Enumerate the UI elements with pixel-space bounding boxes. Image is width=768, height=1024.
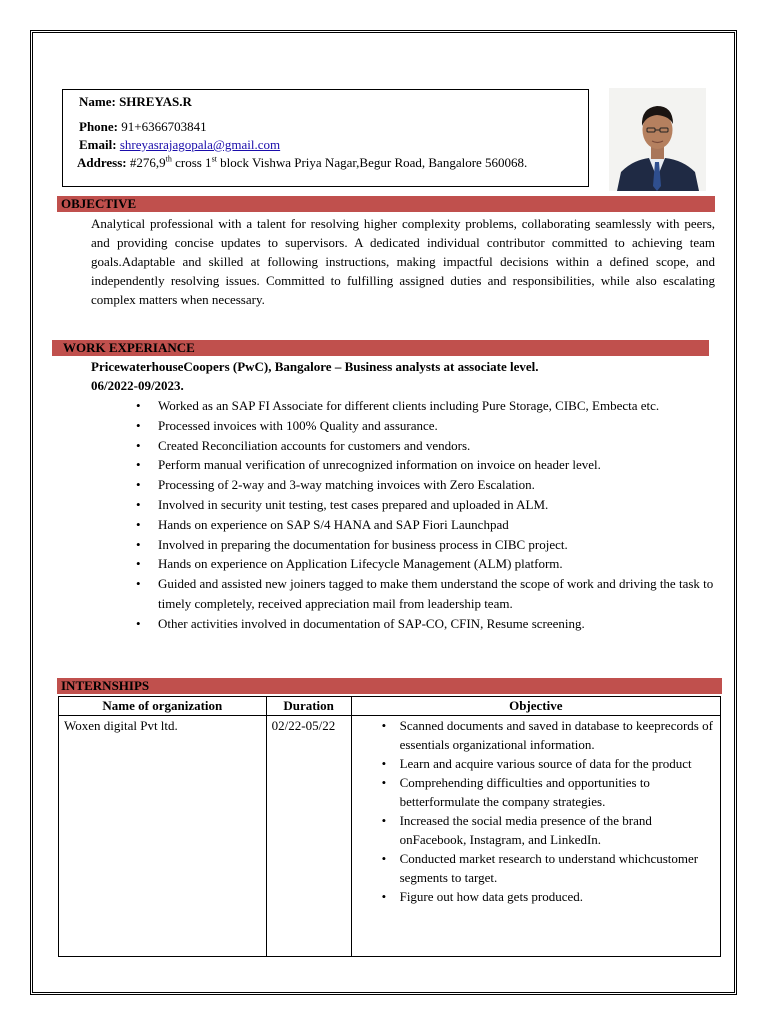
name-value: SHREYAS.R <box>119 94 192 109</box>
duty-item: • Involved in preparing the documentation for business process in CIBC project. <box>136 535 716 555</box>
contact-phone <box>79 119 207 135</box>
duty-item: • Involved in security unit testing, test cases prepared and uploaded in ALM. <box>136 495 716 515</box>
contact-email <box>79 137 280 153</box>
contact-name <box>79 94 192 110</box>
contact-box <box>62 89 589 187</box>
objectives-list <box>378 716 715 906</box>
phone-value: 91+6366703841 <box>121 119 207 134</box>
duty-item: • Guided and assisted new joiners tagged to make them understand the scope of work and driving the task to timely completely, received appreciation mail from leadership team. <box>136 574 716 614</box>
duties-list <box>136 396 716 634</box>
address-cross-sup: st <box>211 154 217 164</box>
table-header-row <box>59 697 721 716</box>
duty-item: • Hands on experience on Application Lifecycle Management (ALM) platform. <box>136 554 716 574</box>
duty-item: • Hands on experience on SAP S/4 HANA and SAP Fiori Launchpad <box>136 515 716 535</box>
work-heading-bar <box>52 340 709 356</box>
objective-heading: OBJECTIVE <box>61 196 137 211</box>
email-link[interactable]: shreyasrajagopala@gmail.com <box>119 137 281 152</box>
objective-item: • Scanned documents and saved in database to keeprecords of essentials organizational information. <box>378 716 715 754</box>
cell-organization: Woxen digital Pvt ltd. <box>59 716 267 957</box>
objective-item: • Figure out how data gets produced. <box>378 887 715 906</box>
col-objective: Objective <box>351 697 720 716</box>
duty-item: • Perform manual verification of unrecognized information on invoice on header level. <box>136 455 716 475</box>
col-organization: Name of organization <box>59 697 267 716</box>
duty-item: • Created Reconciliation accounts for customers and vendors. <box>136 436 716 456</box>
internships-heading: INTERNSHIPS <box>61 678 150 693</box>
col-duration: Duration <box>266 697 351 716</box>
objective-item: • Learn and acquire various source of data for the product <box>378 754 715 773</box>
objective-item: • Comprehending difficulties and opportunities to betterformulate the company strategies. <box>378 773 715 811</box>
objective-text: Analytical professional with a talent for resolving higher complexity problems, collaborating seamlessly with peers, and providing concise updates to supervisors. A dedicated individual contributor committed to achieving team goals.Adaptable and skilled at following instructions, making impactful decisions within a defined scope, and independently resolving issues. Committed to fulfilling assigned duties and responsibilities, while also escalating complex matters when necessary. <box>91 216 715 307</box>
profile-photo <box>609 88 706 191</box>
contact-address <box>77 155 527 171</box>
duty-item: • Other activities involved in documentation of SAP-CO, CFIN, Resume screening. <box>136 614 716 634</box>
phone-label: Phone: <box>79 119 118 134</box>
objective-item: • Increased the social media presence of the brand onFacebook, Instagram, and LinkedIn. <box>378 811 715 849</box>
address-number: #276,9 <box>129 155 166 170</box>
cell-duration: 02/22-05/22 <box>266 716 351 957</box>
objective-item: • Conducted market research to understand whichcustomer segments to target. <box>378 849 715 887</box>
name-label: Name: <box>79 94 116 109</box>
duty-item: • Worked as an SAP FI Associate for different clients including Pure Storage, CIBC, Embecta etc. <box>136 396 716 416</box>
address-number-sup: th <box>165 154 172 164</box>
internships-table <box>58 696 721 957</box>
cell-objectives <box>351 716 720 957</box>
address-cross: cross 1 <box>171 155 212 170</box>
internships-heading-bar <box>57 678 722 694</box>
address-label: Address: <box>77 155 127 170</box>
job-dates: 06/2022-09/2023. <box>91 378 184 393</box>
objective-heading-bar <box>57 196 715 212</box>
email-label: Email: <box>79 137 117 152</box>
duty-item: • Processing of 2-way and 3-way matching invoices with Zero Escalation. <box>136 475 716 495</box>
job-title: PricewaterhouseCoopers (PwC), Bangalore – Business analysts at associate level. <box>91 359 539 374</box>
duty-item: • Processed invoices with 100% Quality and assurance. <box>136 416 716 436</box>
table-row <box>59 716 721 957</box>
work-heading: WORK EXPERIANCE <box>63 340 195 355</box>
address-rest: block Vishwa Priya Nagar,Begur Road, Bangalore 560068. <box>216 155 528 170</box>
